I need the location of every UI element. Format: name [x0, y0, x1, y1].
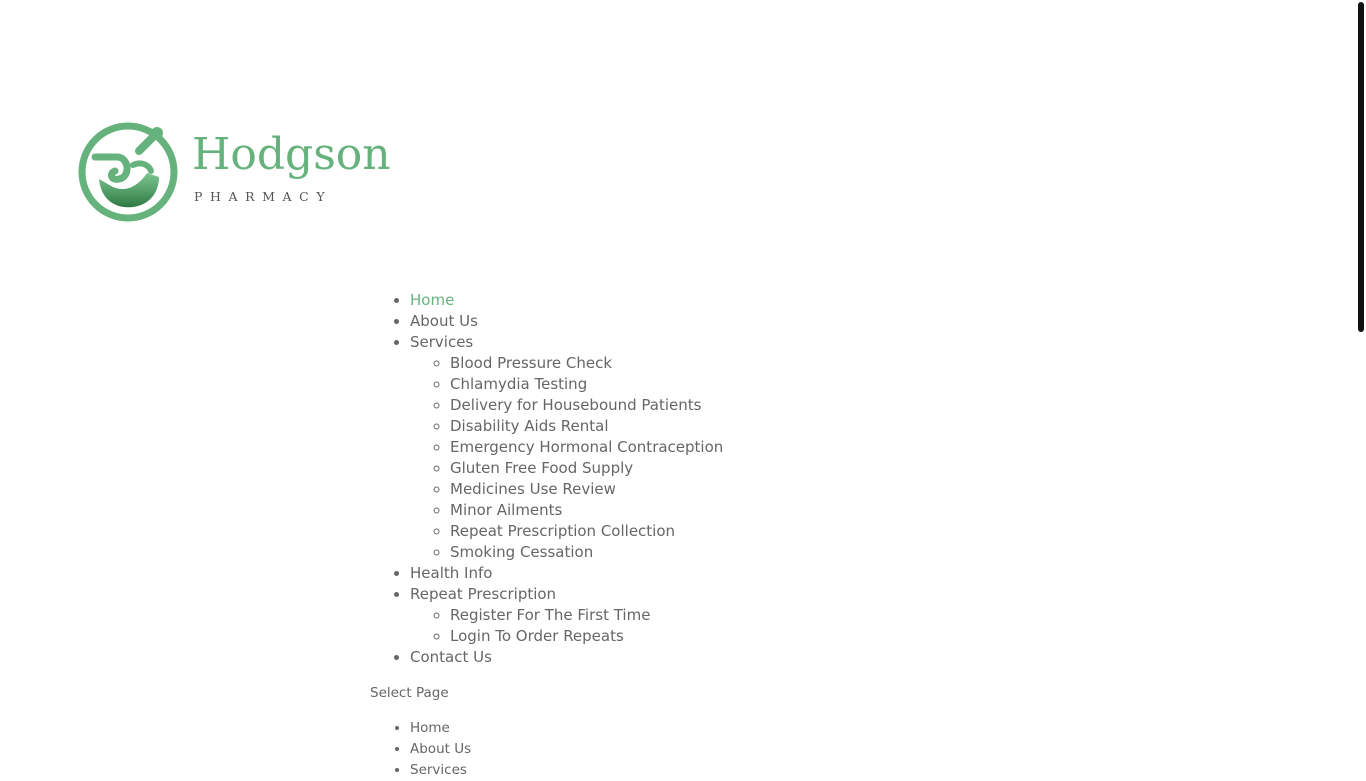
submenu-item: [450, 374, 723, 395]
nav-link-repeat-prescription[interactable]: Repeat Prescription: [410, 585, 557, 603]
nav-item-home: [410, 290, 723, 311]
select-page-toggle[interactable]: Select Page: [370, 685, 449, 701]
submenu-item: [450, 605, 723, 626]
nav-link-repeat-prescription-collection[interactable]: Repeat Prescription Collection: [450, 522, 676, 540]
scrollbar[interactable]: [1354, 0, 1366, 768]
submenu-item: [450, 395, 723, 416]
nav-link-login-order-repeats[interactable]: Login To Order Repeats: [450, 627, 624, 645]
nav-link-blood-pressure-check[interactable]: Blood Pressure Check: [450, 354, 613, 372]
submenu-item: [450, 416, 723, 437]
site-logo[interactable]: [77, 121, 391, 225]
mobile-nav-link-home[interactable]: Home: [410, 720, 450, 736]
submenu-item: [450, 521, 723, 542]
logo-name: Hodgson: [192, 129, 391, 180]
nav-link-health-info[interactable]: Health Info: [410, 564, 493, 582]
nav-item-contact-us: [410, 647, 723, 668]
submenu-item: [450, 626, 723, 647]
logo-subtitle: PHARMACY: [194, 189, 333, 204]
nav-link-home[interactable]: Home: [410, 291, 455, 309]
mobile-nav-item-home: [410, 718, 471, 739]
nav-link-contact-us[interactable]: Contact Us: [410, 648, 492, 666]
nav-link-smoking-cessation[interactable]: Smoking Cessation: [450, 543, 594, 561]
nav-link-delivery-housebound[interactable]: Delivery for Housebound Patients: [450, 396, 702, 414]
scrollbar-thumb[interactable]: [1358, 2, 1364, 332]
services-submenu: [410, 353, 723, 563]
submenu-item: [450, 458, 723, 479]
nav-item-health-info: [410, 563, 723, 584]
mobile-nav: [410, 718, 471, 781]
submenu-item: [450, 542, 723, 563]
mortar-pestle-icon: [77, 121, 179, 223]
repeat-prescription-submenu: [410, 605, 723, 647]
nav-link-medicines-use-review[interactable]: Medicines Use Review: [450, 480, 616, 498]
nav-item-repeat-prescription: [410, 584, 723, 647]
mobile-nav-item-about-us: [410, 739, 471, 760]
mobile-nav-item-services: [410, 760, 471, 781]
submenu-item: [450, 479, 723, 500]
mobile-nav-link-services[interactable]: Services: [410, 762, 467, 778]
submenu-item: [450, 353, 723, 374]
mobile-nav-link-about-us[interactable]: About Us: [410, 741, 472, 757]
nav-link-minor-ailments[interactable]: Minor Ailments: [450, 501, 563, 519]
nav-link-chlamydia-testing[interactable]: Chlamydia Testing: [450, 375, 588, 393]
submenu-item: [450, 437, 723, 458]
nav-link-disability-aids-rental[interactable]: Disability Aids Rental: [450, 417, 609, 435]
nav-item-services: [410, 332, 723, 563]
nav-link-about-us[interactable]: About Us: [410, 312, 478, 330]
nav-link-services[interactable]: Services: [410, 333, 474, 351]
main-nav: [410, 290, 723, 668]
nav-link-gluten-free-food[interactable]: Gluten Free Food Supply: [450, 459, 634, 477]
nav-item-about-us: [410, 311, 723, 332]
nav-link-register-first-time[interactable]: Register For The First Time: [450, 606, 651, 624]
nav-link-emergency-contraception[interactable]: Emergency Hormonal Contraception: [450, 438, 724, 456]
submenu-item: [450, 500, 723, 521]
